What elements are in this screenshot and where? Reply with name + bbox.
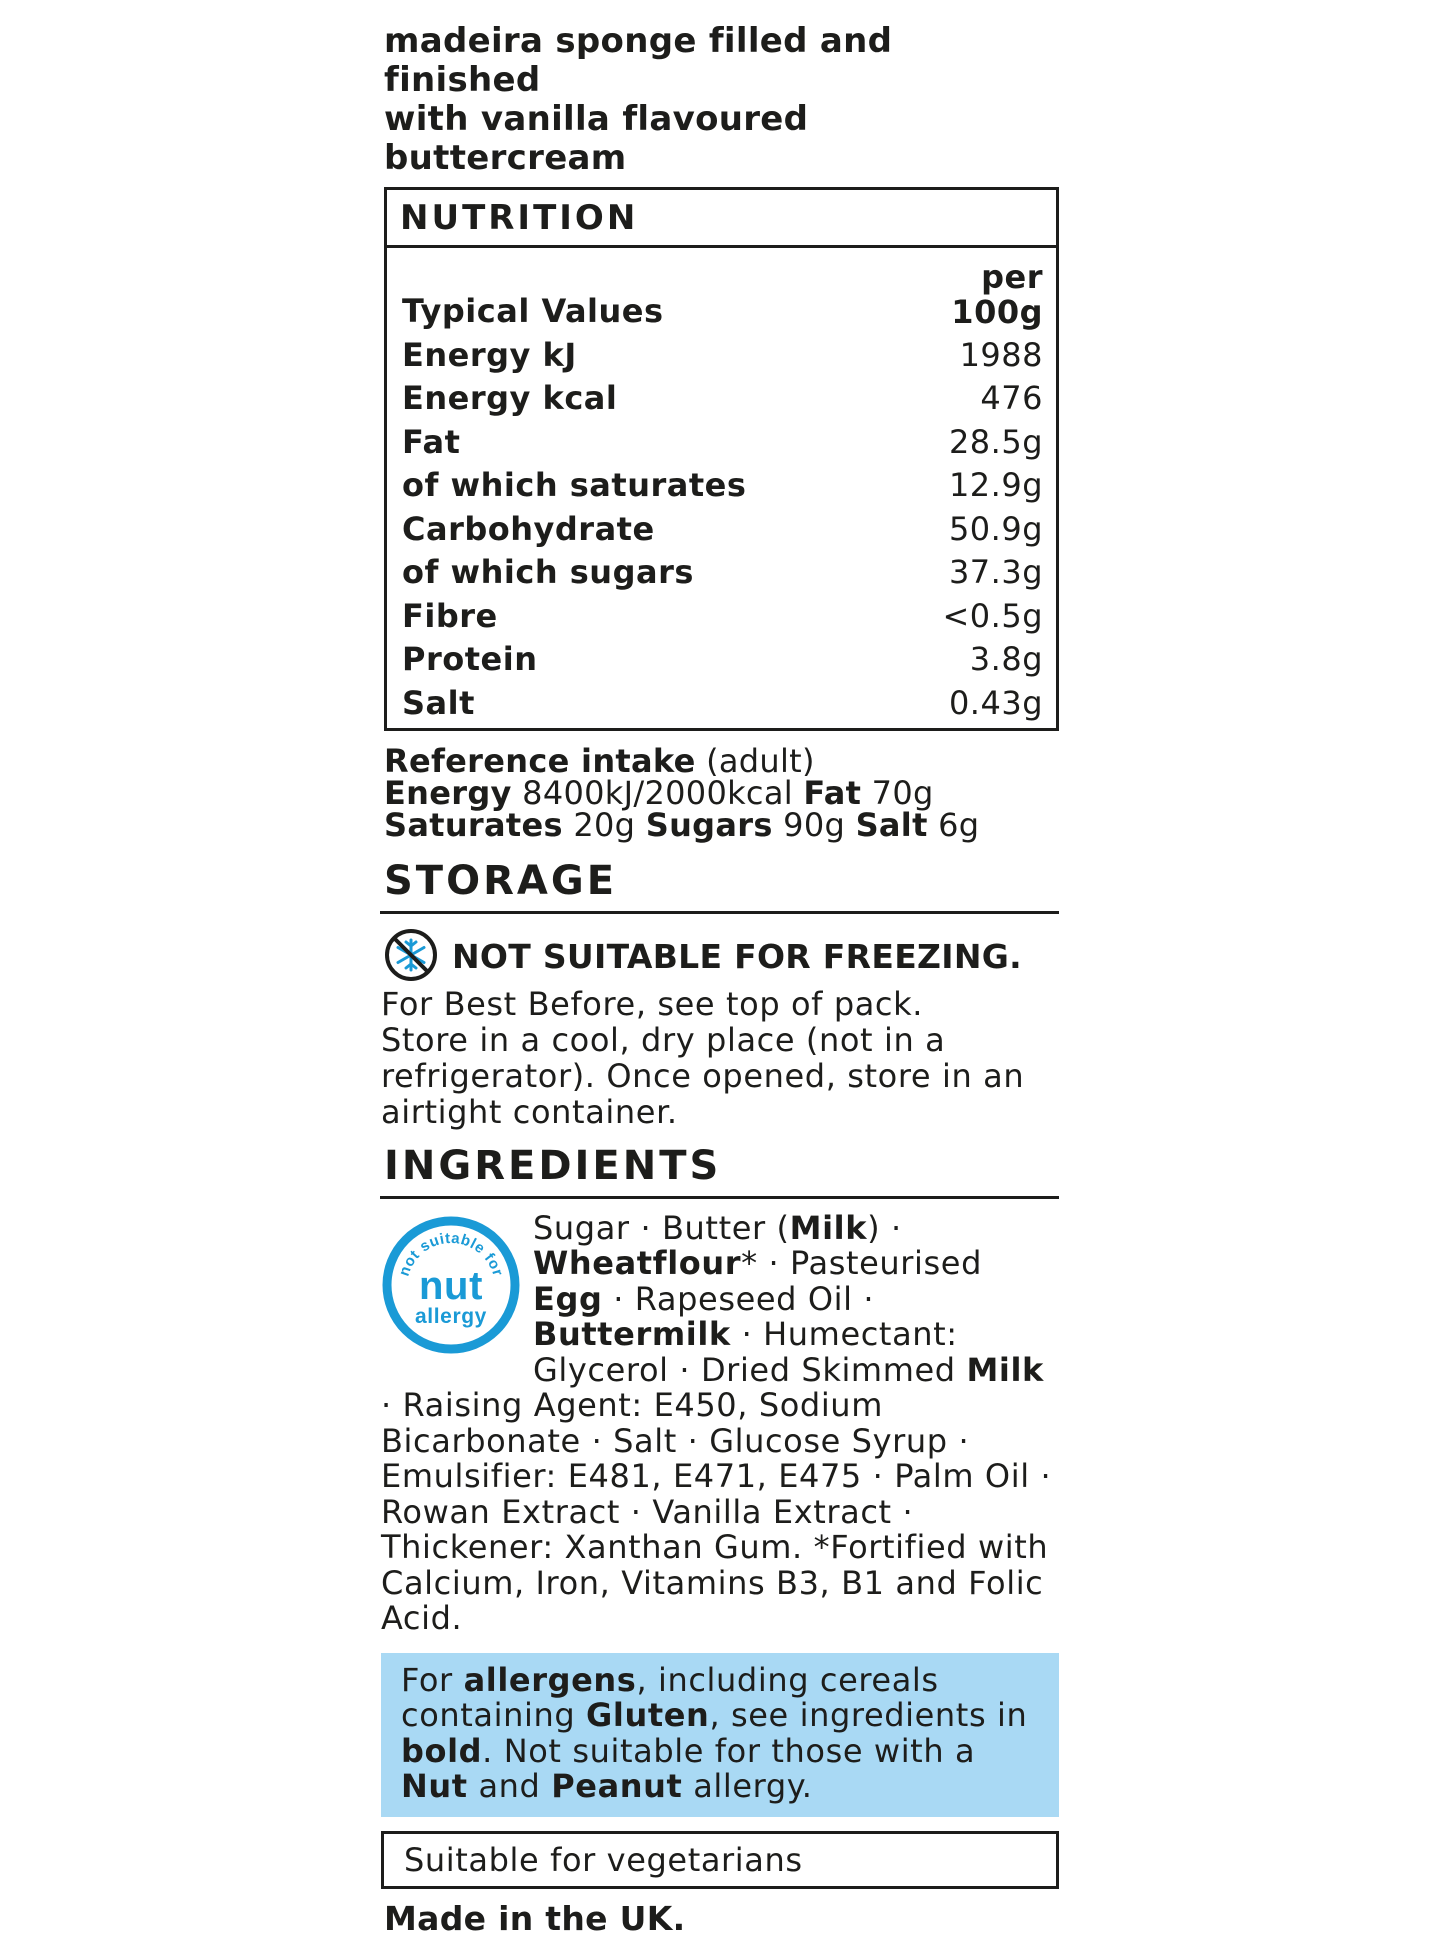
storage-line: For Best Before, see top of pack. <box>381 984 924 1023</box>
nutrition-row <box>402 591 1043 635</box>
text-segment: · Rapeseed Oil · <box>602 1279 885 1318</box>
nutrition-row <box>402 548 1043 592</box>
badge-sub-text: allergy <box>415 1304 487 1328</box>
nutrition-row <box>402 461 1043 505</box>
nutrition-body <box>387 248 1056 728</box>
origin-statement: Made in the UK. <box>384 1898 686 1938</box>
ri-fat-label: Fat <box>803 773 862 812</box>
freezing-warning <box>384 928 1059 986</box>
badge-arc-text: not suitable for <box>395 1229 507 1278</box>
per-100g-heading <box>951 260 1043 330</box>
reference-intake <box>384 741 1059 844</box>
100g-label: 100g <box>951 293 1043 331</box>
vegetarian-box <box>381 1831 1059 1889</box>
text-segment: Sugar · Butter ( <box>533 1208 790 1247</box>
allergen-highlight: allergens <box>463 1660 637 1699</box>
nutrition-row-label: Fibre <box>402 596 498 635</box>
nutrition-row-label: Energy kcal <box>402 379 618 417</box>
product-description-line-2: with vanilla flavoured buttercream <box>384 99 809 178</box>
vegetarian-text: Suitable for vegetarians <box>404 1840 803 1879</box>
reference-intake-heading-line <box>384 741 1059 780</box>
text-segment: * · Pasteurised <box>741 1244 993 1282</box>
nutrition-row-label: Salt <box>402 683 475 722</box>
ingredients-list <box>381 1208 1063 1637</box>
allergen-highlight: Egg <box>533 1279 603 1318</box>
nutrition-row-label: Protein <box>402 640 538 678</box>
typical-values-label: Typical Values <box>402 292 664 330</box>
text-segment: · Raising Agent: E450, Sodium Bicarbonate · Salt · Glucose Syrup · Emulsifier: E481, E471, E475 · Palm Oil · Rowan Extract · Vanilla Extract · Thickener: Xanthan Gum. *Fortified with Calcium, Iron, Vitamins B3, B1 and Folic Acid. <box>381 1350 1063 1637</box>
nutrition-row-label: of which saturates <box>402 466 747 504</box>
ri-sugars-label: Sugars <box>645 805 773 844</box>
product-description <box>384 22 1059 178</box>
reference-intake-heading: Reference intake <box>384 741 696 780</box>
allergen-highlight: Gluten <box>586 1696 710 1734</box>
nutrition-row-label: of which sugars <box>402 553 694 591</box>
text-segment: , see ingredients in <box>709 1696 1039 1734</box>
reference-intake-adult: (adult) <box>695 741 815 780</box>
text-segment: . Not suitable for those with a <box>482 1731 986 1770</box>
text-segment: , including cereals containing <box>401 1660 950 1734</box>
ri-salt-value: 6g <box>927 805 980 844</box>
ri-saturates-label: Saturates <box>384 805 563 844</box>
nutrition-row <box>402 374 1043 418</box>
storage-line: Store in a cool, dry place (not in a <box>381 1020 946 1059</box>
nutrition-row-value: 476 <box>980 379 1043 417</box>
badge-main-text: nut <box>419 1263 483 1308</box>
nutrition-table <box>384 187 1059 731</box>
text-segment: ) · <box>867 1208 913 1247</box>
nutrition-row-value: 0.43g <box>948 683 1043 722</box>
allergen-highlight: Buttermilk <box>533 1315 731 1353</box>
reference-intake-line-3 <box>384 805 1059 844</box>
nutrition-row-value: 12.9g <box>948 466 1043 504</box>
nutrition-row <box>402 330 1043 374</box>
nutrition-row-label: Energy kJ <box>402 335 577 374</box>
ri-energy-value: 8400kJ/2000kcal <box>511 773 804 812</box>
nutrition-row <box>402 417 1043 461</box>
nutrition-row-value: <0.5g <box>942 596 1043 635</box>
reference-intake-line-2 <box>384 773 1059 812</box>
ingredients-title: INGREDIENTS <box>380 1144 1059 1199</box>
text-segment: For <box>401 1660 464 1699</box>
nutrition-row-label: Fat <box>402 422 461 461</box>
no-freezing-icon <box>384 928 438 986</box>
nutrition-row <box>402 504 1043 548</box>
ri-salt-label: Salt <box>855 805 928 844</box>
nutrition-row-value: 1988 <box>959 335 1043 374</box>
text-segment: · Humectant: Glycerol · Dried Skimmed <box>533 1315 969 1389</box>
allergen-highlight: Peanut <box>551 1767 683 1805</box>
nutrition-row-value: 37.3g <box>948 553 1043 591</box>
nutrition-row-label: Carbohydrate <box>402 509 655 548</box>
nutrition-header-row <box>402 260 1043 330</box>
product-description-line-1: madeira sponge filled and finished <box>384 21 893 100</box>
allergen-highlight: Wheatflour <box>533 1244 742 1282</box>
allergen-highlight: bold <box>401 1731 483 1770</box>
ri-saturates-value: 20g <box>562 805 646 844</box>
text-segment: allergy. <box>682 1767 813 1805</box>
text-segment: and <box>467 1767 552 1805</box>
ri-sugars-value: 90g <box>772 805 856 844</box>
nutrition-row <box>402 678 1043 722</box>
freezing-warning-text: NOT SUITABLE FOR FREEZING. <box>452 937 1022 976</box>
ri-energy-label: Energy <box>384 773 512 812</box>
ri-fat-value: 70g <box>861 773 934 812</box>
allergen-advice <box>381 1653 1059 1817</box>
nut-allergy-badge <box>381 1215 521 1355</box>
nutrition-row <box>402 635 1043 679</box>
allergen-highlight: Nut <box>401 1767 468 1805</box>
allergen-highlight: Milk <box>966 1350 1044 1389</box>
nutrition-row-value: 28.5g <box>948 422 1043 461</box>
storage-instructions <box>381 986 1059 1130</box>
label-column <box>381 21 1063 1938</box>
nutrition-row-value: 3.8g <box>969 640 1043 678</box>
storage-title: STORAGE <box>380 859 1059 914</box>
storage-line: airtight container. <box>381 1092 678 1131</box>
storage-line: refrigerator). Once opened, store in an <box>381 1056 1025 1095</box>
allergen-highlight: Milk <box>789 1208 868 1247</box>
nutrition-title: NUTRITION <box>387 190 1056 248</box>
per-label: per <box>981 258 1043 296</box>
nutrition-row-value: 50.9g <box>948 509 1043 548</box>
